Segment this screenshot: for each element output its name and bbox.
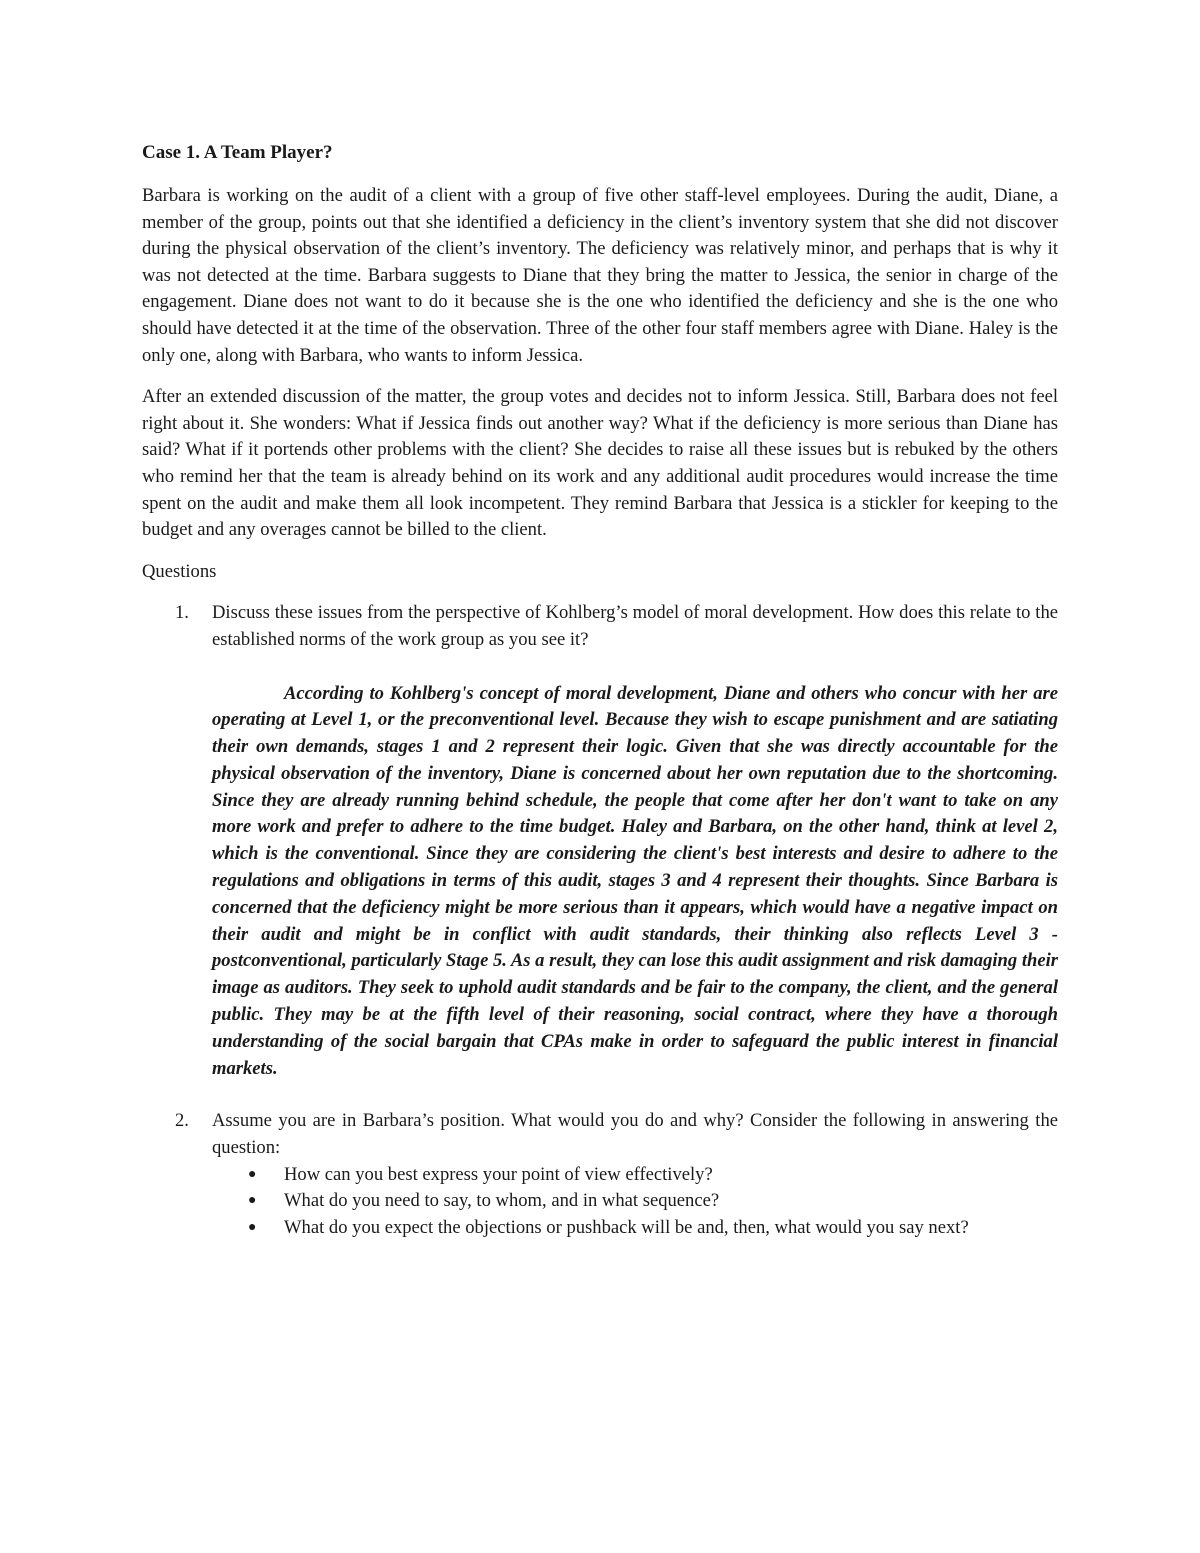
considerations-list [212,1162,1058,1242]
question-item-1 [142,600,1058,1082]
question-number: 1. [175,602,189,624]
consideration-item [248,1215,1058,1242]
consideration-item [248,1162,1058,1189]
questions-heading: Questions [142,560,217,582]
answer-text: According to Kohlberg's concept of moral development, Diane and others who concur with her are operating at Level 1, or the preconventional level. Because they wish to escape punishment and are satiating their own demands, stages 1 and 2 represent their logic. Given that she was directly accountable for the physical observation of the inventory, Diane is concerned about her own reputation due to the shortcoming. Since they are already running behind schedule, the people that come after her don't want to take on any more work and prefer to adhere to the time budget. Haley and Barbara, on the other hand, think at level 2, which is the conventional. Since they are considering the client's best interests and desire to adhere to the regulations and obligations in terms of this audit, stages 3 and 4 represent their thoughts. Since Barbara is concerned that the deficiency might be more serious than it appears, which would have a negative impact on their audit and might be in conflict with audit standards, their thinking also reflects Level 3 - postconventional, particularly Stage 5. As a result, they can lose this audit assignment and risk damaging their image as auditors. They seek to uphold audit standards and be fair to the company, the client, and the general public. They may be at the fifth level of their reasoning, social contract, where they have a thorough understanding of the social bargain that CPAs make in order to safeguard the public interest in financial markets. [212,682,1058,1079]
question-text: Assume you are in Barbara’s position. What would you do and why? Consider the following in answering the question: [212,1110,1058,1159]
questions-list [142,600,1058,1241]
consideration-text: How can you best express your point of view effectively? [284,1163,713,1185]
document-page [142,140,1058,1241]
consideration-text: What do you expect the objections or pushback will be and, then, what would you say next? [284,1216,969,1238]
case-paragraph-1: Barbara is working on the audit of a client with a group of five other staff-level employees. During the audit, Diane, a member of the group, points out that she identified a deficiency in the client’s inventory system that she did not discover during the physical observation of the client’s inventory. The deficiency was relatively minor, and perhaps that is why it was not detected at the time. Barbara suggests to Diane that they bring the matter to Jessica, the senior in charge of the engagement. Diane does not want to do it because she is the one who identified the deficiency and she is the one who should have detected it at the time of the observation. Three of the other four staff members agree with Diane. Haley is the only one, along with Barbara, who wants to inform Jessica. [142,185,1058,366]
case-paragraph-2: After an extended discussion of the matter, the group votes and decides not to inform Jessica. Still, Barbara does not feel right about it. She wonders: What if Jessica finds out another way? What if the deficiency is more serious than Diane has said? What if it portends other problems with the client? She decides to raise all these issues but is rebuked by the others who remind her that the team is already behind on its work and any additional audit procedures would increase the time spent on the audit and make them all look incompetent. They remind Barbara that Jessica is a stickler for keeping to the budget and any overages cannot be billed to the client. [142,386,1058,541]
case-title: Case 1. A Team Player? [142,142,333,163]
question-item-2 [142,1108,1058,1241]
bullet-icon: ● [248,1193,257,1209]
bullet-icon: ● [248,1219,257,1235]
bullet-icon: ● [248,1166,257,1182]
question-number: 2. [175,1110,189,1132]
consideration-item [248,1188,1058,1215]
consideration-text: What do you need to say, to whom, and in what sequence? [284,1190,720,1212]
question-text: Discuss these issues from the perspective of Kohlberg’s model of moral development. How does this relate to the established norms of the work group as you see it? [212,602,1058,650]
